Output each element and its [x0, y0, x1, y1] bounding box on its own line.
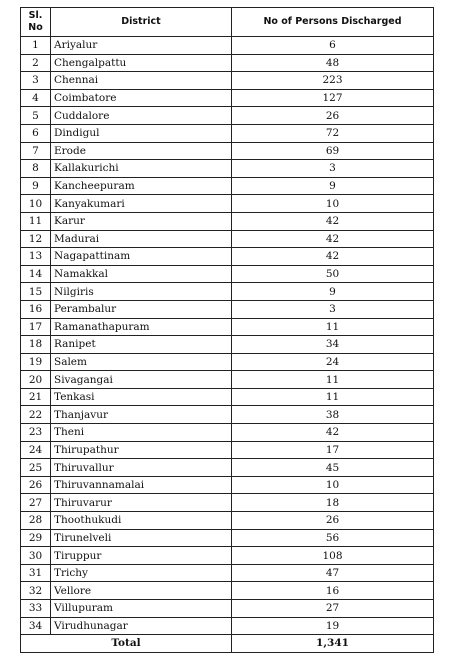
- district-cell: Cuddalore: [51, 107, 232, 125]
- table-row: [21, 160, 434, 178]
- table-row: [21, 142, 434, 160]
- table-row: [21, 406, 434, 424]
- table-body: [21, 37, 434, 635]
- total-row: [21, 635, 434, 653]
- district-cell: Villupuram: [51, 600, 232, 618]
- table-row: [21, 336, 434, 354]
- sl-cell: 1: [21, 37, 51, 55]
- sl-cell: 18: [21, 336, 51, 354]
- count-cell: 26: [232, 107, 434, 125]
- table-row: [21, 212, 434, 230]
- table-row: [21, 248, 434, 266]
- table-row: [21, 547, 434, 565]
- count-cell: 26: [232, 512, 434, 530]
- header-sl-no-line2: No: [28, 22, 43, 33]
- district-cell: Tenkasi: [51, 388, 232, 406]
- count-cell: 42: [232, 230, 434, 248]
- table-row: [21, 353, 434, 371]
- sl-cell: 22: [21, 406, 51, 424]
- table-row: [21, 265, 434, 283]
- district-cell: Thoothukudi: [51, 512, 232, 530]
- district-cell: Sivagangai: [51, 371, 232, 389]
- sl-cell: 27: [21, 494, 51, 512]
- header-sl-no-line1: Sl.: [28, 10, 43, 21]
- count-cell: 45: [232, 459, 434, 477]
- district-cell: Chengalpattu: [51, 54, 232, 72]
- table-row: [21, 424, 434, 442]
- count-cell: 108: [232, 547, 434, 565]
- table-header-row: [21, 8, 434, 37]
- header-persons-discharged: No of Persons Discharged: [232, 8, 434, 37]
- sl-cell: 34: [21, 617, 51, 635]
- sl-cell: 2: [21, 54, 51, 72]
- table-row: [21, 283, 434, 301]
- table-row: [21, 89, 434, 107]
- sl-cell: 32: [21, 582, 51, 600]
- sl-cell: 29: [21, 529, 51, 547]
- sl-cell: 31: [21, 564, 51, 582]
- table-row: [21, 388, 434, 406]
- district-cell: Salem: [51, 353, 232, 371]
- table-row: [21, 37, 434, 55]
- district-cell: Nagapattinam: [51, 248, 232, 266]
- count-cell: 17: [232, 441, 434, 459]
- table-row: [21, 107, 434, 125]
- district-cell: Nilgiris: [51, 283, 232, 301]
- table-row: [21, 529, 434, 547]
- sl-cell: 4: [21, 89, 51, 107]
- count-cell: 48: [232, 54, 434, 72]
- district-cell: Ariyalur: [51, 37, 232, 55]
- district-cell: Vellore: [51, 582, 232, 600]
- sl-cell: 10: [21, 195, 51, 213]
- district-cell: Tirunelveli: [51, 529, 232, 547]
- table-row: [21, 494, 434, 512]
- count-cell: 6: [232, 37, 434, 55]
- district-cell: Namakkal: [51, 265, 232, 283]
- count-cell: 42: [232, 248, 434, 266]
- sl-cell: 11: [21, 212, 51, 230]
- table-row: [21, 230, 434, 248]
- district-cell: Thiruvarur: [51, 494, 232, 512]
- count-cell: 42: [232, 212, 434, 230]
- count-cell: 24: [232, 353, 434, 371]
- count-cell: 50: [232, 265, 434, 283]
- table-row: [21, 476, 434, 494]
- count-cell: 16: [232, 582, 434, 600]
- sl-cell: 30: [21, 547, 51, 565]
- table-row: [21, 177, 434, 195]
- header-district: District: [51, 8, 232, 37]
- table-row: [21, 54, 434, 72]
- sl-cell: 15: [21, 283, 51, 301]
- district-cell: Tiruppur: [51, 547, 232, 565]
- district-cell: Coimbatore: [51, 89, 232, 107]
- district-cell: Kancheepuram: [51, 177, 232, 195]
- sl-cell: 20: [21, 371, 51, 389]
- discharged-persons-table: [20, 7, 434, 653]
- count-cell: 11: [232, 388, 434, 406]
- count-cell: 72: [232, 124, 434, 142]
- table-row: [21, 195, 434, 213]
- sl-cell: 17: [21, 318, 51, 336]
- district-cell: Kallakurichi: [51, 160, 232, 178]
- district-cell: Karur: [51, 212, 232, 230]
- count-cell: 9: [232, 283, 434, 301]
- sl-cell: 28: [21, 512, 51, 530]
- table-row: [21, 459, 434, 477]
- sl-cell: 19: [21, 353, 51, 371]
- district-cell: Virudhunagar: [51, 617, 232, 635]
- table-row: [21, 318, 434, 336]
- table-row: [21, 300, 434, 318]
- district-cell: Kanyakumari: [51, 195, 232, 213]
- district-cell: Erode: [51, 142, 232, 160]
- count-cell: 10: [232, 195, 434, 213]
- count-cell: 18: [232, 494, 434, 512]
- table-row: [21, 512, 434, 530]
- count-cell: 127: [232, 89, 434, 107]
- count-cell: 38: [232, 406, 434, 424]
- count-cell: 9: [232, 177, 434, 195]
- count-cell: 27: [232, 600, 434, 618]
- sl-cell: 26: [21, 476, 51, 494]
- district-cell: Madurai: [51, 230, 232, 248]
- sl-cell: 3: [21, 72, 51, 90]
- table-row: [21, 582, 434, 600]
- count-cell: 34: [232, 336, 434, 354]
- count-cell: 42: [232, 424, 434, 442]
- table-row: [21, 72, 434, 90]
- district-cell: Thiruvannamalai: [51, 476, 232, 494]
- sl-cell: 23: [21, 424, 51, 442]
- count-cell: 56: [232, 529, 434, 547]
- count-cell: 47: [232, 564, 434, 582]
- sl-cell: 16: [21, 300, 51, 318]
- sl-cell: 13: [21, 248, 51, 266]
- count-cell: 10: [232, 476, 434, 494]
- district-cell: Perambalur: [51, 300, 232, 318]
- district-cell: Thirupathur: [51, 441, 232, 459]
- header-sl-no: [21, 8, 51, 37]
- sl-cell: 5: [21, 107, 51, 125]
- district-cell: Chennai: [51, 72, 232, 90]
- district-cell: Ramanathapuram: [51, 318, 232, 336]
- sl-cell: 7: [21, 142, 51, 160]
- sl-cell: 24: [21, 441, 51, 459]
- count-cell: 11: [232, 371, 434, 389]
- table-row: [21, 564, 434, 582]
- count-cell: 223: [232, 72, 434, 90]
- total-label: Total: [21, 635, 232, 653]
- district-cell: Ranipet: [51, 336, 232, 354]
- table-row: [21, 600, 434, 618]
- sl-cell: 12: [21, 230, 51, 248]
- table-row: [21, 124, 434, 142]
- sl-cell: 33: [21, 600, 51, 618]
- sl-cell: 8: [21, 160, 51, 178]
- count-cell: 3: [232, 300, 434, 318]
- table-row: [21, 617, 434, 635]
- count-cell: 69: [232, 142, 434, 160]
- count-cell: 19: [232, 617, 434, 635]
- district-cell: Thanjavur: [51, 406, 232, 424]
- sl-cell: 9: [21, 177, 51, 195]
- sl-cell: 21: [21, 388, 51, 406]
- district-cell: Dindigul: [51, 124, 232, 142]
- table-row: [21, 441, 434, 459]
- district-cell: Thiruvallur: [51, 459, 232, 477]
- count-cell: 3: [232, 160, 434, 178]
- table-row: [21, 371, 434, 389]
- district-cell: Theni: [51, 424, 232, 442]
- district-cell: Trichy: [51, 564, 232, 582]
- sl-cell: 14: [21, 265, 51, 283]
- total-count: 1,341: [232, 635, 434, 653]
- sl-cell: 25: [21, 459, 51, 477]
- count-cell: 11: [232, 318, 434, 336]
- sl-cell: 6: [21, 124, 51, 142]
